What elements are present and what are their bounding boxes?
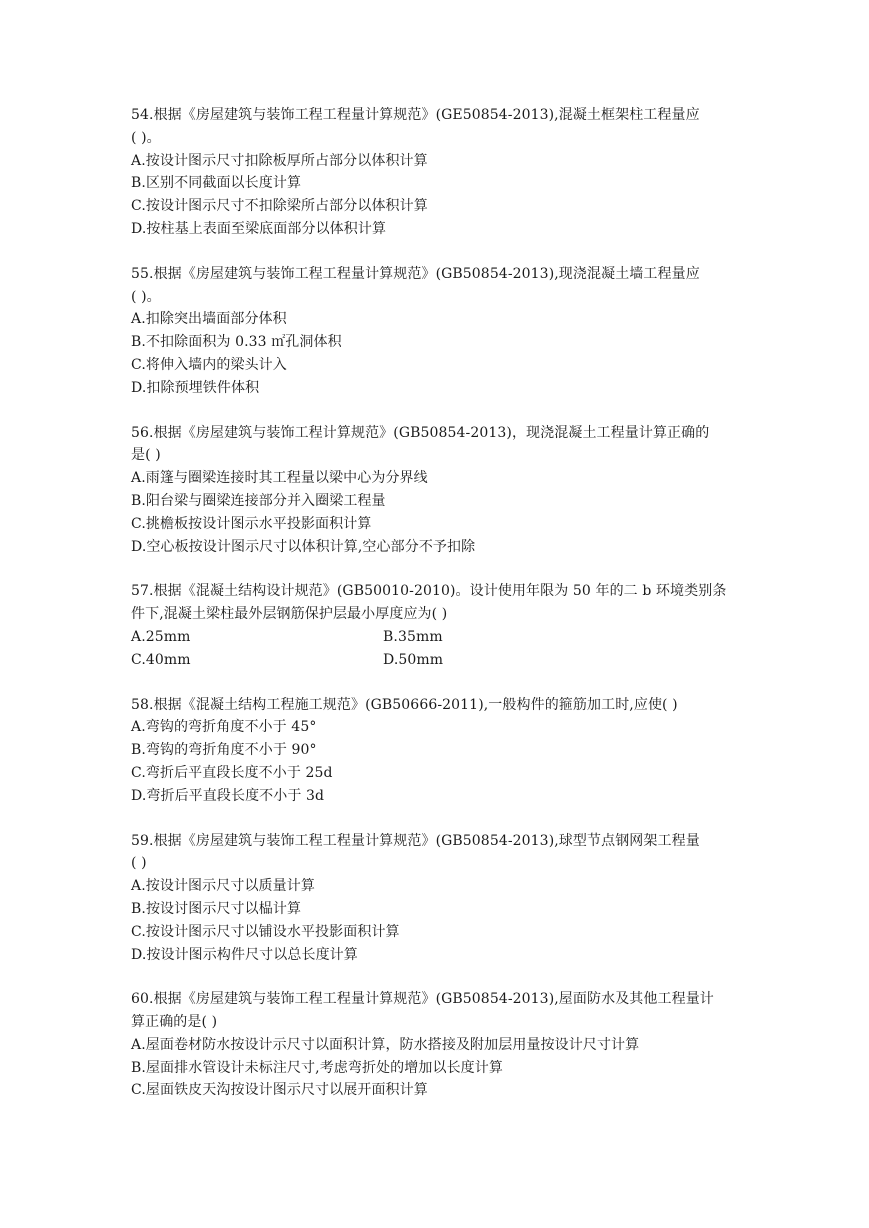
option-a: A.按设计图示尺寸扣除板厚所占部分以体积计算 [131, 152, 428, 169]
question-stem [131, 422, 741, 468]
stem-line: 54.根据《房屋建筑与装饰工程工程量计算规范》(GE50854-2013),混凝土框架柱工程量应 [131, 107, 700, 123]
document-page [131, 104, 741, 1124]
stem-line: 58.根据《混凝土结构工程施工规范》(GB50666-2011),一般构件的箍筋加工时,应使( ) [131, 696, 678, 713]
option-d: D.按柱基上表面至梁底面部分以体积计算 [131, 220, 387, 237]
option-a: A.屋面卷材防水按设计示尺寸以面积计算，防水搭接及附加层用量按设计尺寸计算 [131, 1036, 640, 1053]
question-stem [131, 263, 741, 309]
stem-line: 57.根据《混凝土结构设计规范》(GB50010-2010)。设计使用年限为 50 年的二 b 环境类别条 [131, 583, 727, 600]
option-c: C.弯折后平直段长度不小于 25d [131, 764, 333, 781]
option-a: A.雨篷与圈梁连接时其工程量以梁中心为分界线 [131, 470, 428, 487]
option-c: C.按设计图示尺寸不扣除梁所占部分以体积计算 [131, 198, 428, 215]
question-55 [131, 263, 741, 400]
stem-line: 算正确的是( ) [131, 1014, 218, 1031]
option-a: A.弯钩的弯折角度不小于 45° [131, 719, 317, 736]
option-c: C.挑檐板按设计图示水平投影面积计算 [131, 515, 372, 532]
question-57 [131, 580, 741, 671]
option-c: C.屋面铁皮天沟按设计图示尺寸以展开面积计算 [131, 1082, 428, 1099]
stem-line: ( ) [131, 855, 147, 872]
question-stem [131, 988, 741, 1034]
option-row [131, 626, 741, 649]
stem-line: 59.根据《房屋建筑与装饰工程工程量计算规范》(GB50854-2013),球型节点钢网架工程量 [131, 832, 700, 849]
option-b: B.按设讨图示尺寸以榀计算 [131, 900, 302, 917]
option-c: C.按设计图示尺寸以铺设水平投影面积计算 [131, 923, 400, 940]
option-a: A.扣除突出墙面部分体积 [131, 311, 287, 328]
stem-line: 件下,混凝土梁柱最外层钢筋保护层最小厚度应为( ) [131, 606, 448, 623]
question-stem [131, 104, 741, 150]
stem-line: 56.根据《房屋建筑与装饰工程计算规范》(GB50854-2013)，现浇混凝土工程量计算正确的 [131, 424, 710, 441]
question-56 [131, 422, 741, 559]
option-b: B.区别不同截面以长度计算 [131, 175, 302, 192]
option-c: C.将伸入墙内的梁头计入 [131, 356, 287, 373]
question-stem [131, 580, 741, 626]
option-b: B.屋面排水管设计未标注尺寸,考虑弯折处的增加以长度计算 [131, 1059, 503, 1076]
stem-line: 60.根据《房屋建筑与装饰工程工程量计算规范》(GB50854-2013),屋面防水及其他工程量计 [131, 991, 714, 1008]
stem-line: 55.根据《房屋建筑与装饰工程工程量计算规范》(GB50854-2013),现浇混凝土墙工程量应 [131, 265, 700, 282]
question-54 [131, 104, 741, 241]
stem-line: 是( ) [131, 447, 161, 464]
stem-line: ( )。 [131, 129, 161, 146]
option-d: D.空心板按设计图示尺寸以体积计算,空心部分不予扣除 [131, 538, 476, 555]
option-b: B.不扣除面积为 0.33 ㎡孔洞体积 [131, 334, 342, 351]
question-59 [131, 830, 741, 967]
option-d: D.弯折后平直段长度不小于 3d [131, 787, 325, 804]
option-d: D.50mm [383, 651, 444, 668]
option-row [131, 649, 741, 672]
option-c: C.40mm [131, 651, 191, 668]
question-stem [131, 830, 741, 876]
option-d: D.按设计图示构件尺寸以总长度计算 [131, 946, 358, 963]
question-60 [131, 988, 741, 1102]
question-58 [131, 694, 741, 808]
option-a: A.按设计图示尺寸以质量计算 [131, 878, 315, 895]
stem-line: ( )。 [131, 288, 161, 305]
option-b: B.弯钩的弯折角度不小于 90° [131, 742, 317, 759]
option-b: B.阳台梁与圈梁连接部分并入圈梁工程量 [131, 492, 386, 509]
option-b: B.35mm [383, 628, 443, 645]
option-a: A.25mm [131, 628, 191, 645]
question-stem [131, 694, 741, 717]
option-d: D.扣除预埋铁件体积 [131, 379, 260, 396]
